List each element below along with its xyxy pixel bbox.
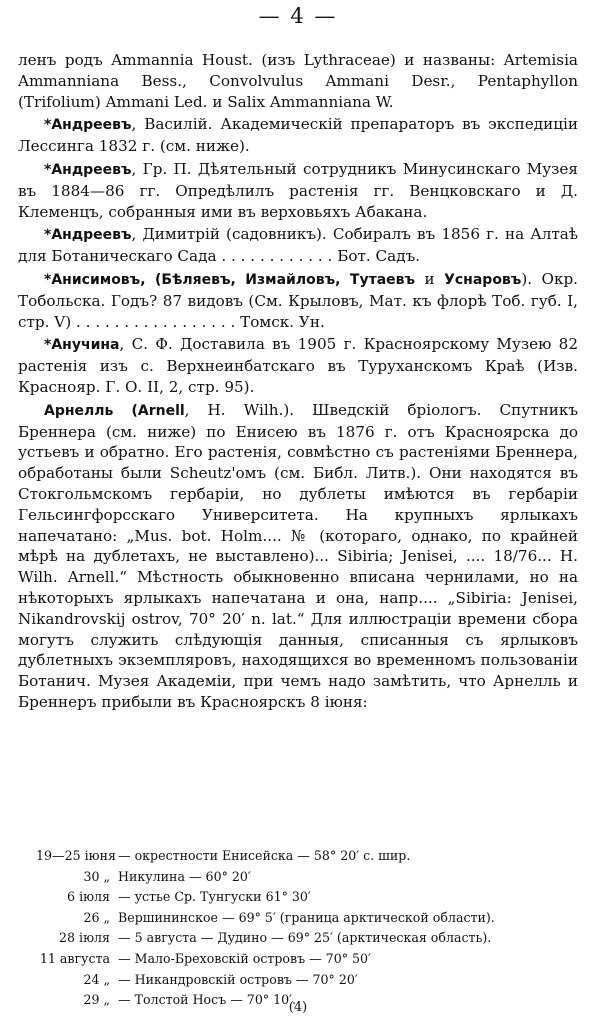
itinerary-row [36, 887, 586, 908]
itinerary-date: 29 „ [83, 992, 110, 1008]
paragraph-text: ленъ родъ Ammannia Houst. (изъ Lythraceae) и названы: Artemisia Ammanniana Bess., Convolvulus Ammani Desr., Pentaphyllon (Trifolium) Ammani Led. и Salix Ammanniana W. [18, 51, 578, 111]
entry-anuchina [18, 334, 578, 397]
itinerary-date: 6 іюля [67, 889, 110, 905]
itinerary-date: 30 „ [83, 868, 110, 884]
entry-text: , Димитрій (садовникъ). Собиралъ въ 1856 г. на Алтаѣ для Ботаническаго Сада . . . . . . . . . . . . Бот. Садъ. [18, 225, 578, 266]
entry-heading: *Андреевъ [44, 227, 132, 244]
itinerary-place: Никулина — 60° 20′ [118, 868, 251, 884]
entry-heading: *Анучина [44, 337, 120, 354]
entry-heading: *Андреевъ [44, 161, 132, 178]
entry-heading: *Андреевъ [44, 117, 132, 134]
itinerary-place: — 5 августа — Дудино — 69° 25′ (арктическая область). [118, 930, 492, 946]
itinerary-place: — устье Ср. Тунгуски 61° 30′ [118, 889, 311, 905]
itinerary-row [36, 846, 586, 867]
entry-andreev-gr [18, 159, 578, 222]
itinerary-place: — окрестности Енисейска — 58° 20′ с. шир. [118, 848, 411, 863]
entry-anisimov [18, 269, 578, 332]
entry-text: , Василій. Академическій препараторъ въ экспедиціи Лессинга 1832 г. (см. ниже). [18, 115, 578, 156]
entry-heading: Арнелль (Arnell [44, 402, 185, 419]
entry-text: и [415, 269, 445, 288]
entry-andreev-dimitry [18, 224, 578, 267]
itinerary-date: 26 „ [83, 909, 110, 925]
entry-text: , H. Wilh.). Шведскій бріологъ. Спутникъ Бреннера (см. ниже) по Енисею въ 1876 г. отъ Красноярска до устьевъ и обратно. Его растенія, совмѣстно съ растеніями Бреннера, обработаны были Scheutz'омъ (см. Библ. Литв.). Они находятся въ Стокгольмскомъ гербаріи, но дублеты имѣются въ гербаріи Гельсингфорсскаго Университета. На крупныхъ ярлыкахъ напечатано: „Mus. bot. Holm.... № (котораго, однако, по крайней мѣрѣ на дублетахъ, не выставлено)... Sibiria; Jenisei, .... 18/76... H. Wilh. Arnell.“ Мѣстность обыкновенно вписана чернилами, но на нѣкоторыхъ ярлыкахъ напечатана и она, напр.... „Sibiria: Jenisei, Nikandrovskij ostrov, 70° 20′ n. lat.“ Для иллюстраціи времени сбора могутъ служить слѣдующія данныя, списанныя съ ярлыковъ дублетныхъ экземпляровъ, находящихся во временномъ пользованіи Ботанич. Музея Академіи, при чемъ надо замѣтить, что Арнелль и Бреннеръ прибыли въ Красноярскъ 8 іюня: [18, 400, 578, 711]
entry-andreev-vasily [18, 114, 578, 157]
itinerary-place: — Мало-Бреховскій островъ — 70° 50′ [118, 950, 371, 966]
entry-arnell [18, 400, 578, 713]
itinerary-row [36, 970, 586, 991]
itinerary-row [36, 928, 586, 949]
paragraph-ammann-continued [18, 50, 578, 112]
entry-text-second: ). Окр. Тобольска. Годъ? 87 видовъ (См. Крыловъ, Мат. къ флорѣ Тоб. губ. I, стр. V) . . . . . . . . . . . . . . . . . Томск. Ун. [18, 269, 579, 331]
document-body [18, 50, 578, 715]
itinerary-place: — Никандровскій островъ — 70° 20′ [118, 971, 358, 987]
entry-text: , С. Ф. Доставила въ 1905 г. Красноярскому Музею 82 растенія изъ с. Верхнеинбатскаго въ Туруханскомъ Краѣ (Изв. Краснояр. Г. О. II, 2, стр. 95). [18, 335, 578, 396]
itinerary-row [36, 949, 586, 970]
itinerary-date: 19—25 іюня [36, 848, 116, 863]
entry-text: , Гр. П. Дѣятельный сотрудникъ Минусинскаго Музея въ 1884—86 гг. Опредѣлилъ растенія гг. Венцковскаго и Д. Клеменцъ, собранныя ими въ верховьяхъ Абакана. [18, 159, 578, 221]
itinerary-row [36, 908, 586, 929]
itinerary-place: Вершининское — 69° 5′ (граница арктической области). [118, 909, 495, 925]
itinerary-date: 24 „ [83, 971, 110, 987]
entry-heading-second: Уснаровъ [444, 271, 522, 288]
itinerary-row [36, 867, 586, 888]
page-number: — 4 — [258, 4, 338, 28]
itinerary-place: — Толстой Носъ — 70° 10′. [118, 992, 297, 1008]
itinerary-date: 11 августа [39, 950, 110, 966]
entry-heading: *Анисимовъ, (Бѣляевъ, Измайловъ, Тутаевъ [44, 271, 416, 288]
itinerary-date: 28 іюля [59, 930, 110, 946]
footer-page-marker: (4) [288, 1000, 308, 1015]
itinerary-table [36, 846, 586, 1011]
